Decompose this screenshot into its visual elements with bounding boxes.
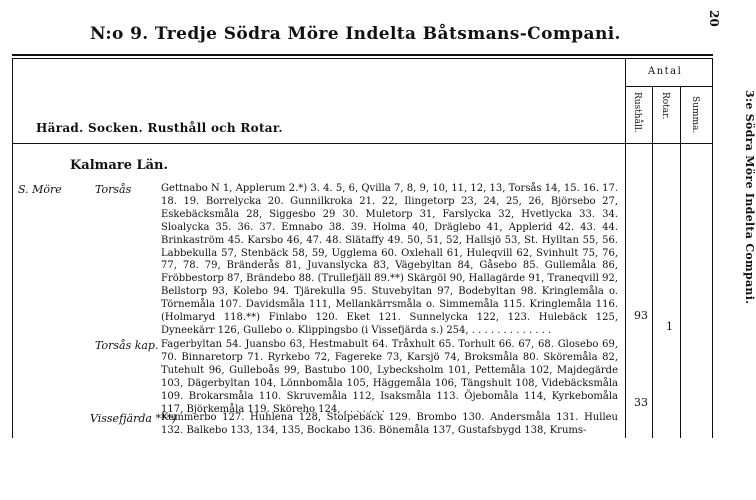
county-heading: Kalmare Län. (70, 158, 169, 173)
column-headers: Härad. Socken. Rusthåll och Rotar. (36, 121, 283, 135)
table-top-rule-thin (12, 58, 713, 59)
column-divider-rusthall (625, 58, 626, 438)
entry-text: Kammerbo 127. Huhlena 128, Stolpebäck 129. Brombo 130. Andersmåla 131. Hulleu 132. Balkebo 133, 134, 135, Bockabo 136. Bönemåla 137, Gustafsbygd 138, Krums- (161, 412, 618, 436)
rotar-column-label: Rotar. (660, 92, 670, 120)
socken-label: Vissefjärda ***) (90, 412, 177, 425)
rusthall-column-label: Rusthåll. (632, 92, 642, 133)
socken-label: Torsås kap. (95, 339, 159, 352)
rusthall-value: 33 (634, 396, 648, 409)
harad-label: S. Möre (18, 183, 62, 196)
rusthall-value: 93 (634, 309, 648, 322)
antal-underline (625, 86, 713, 87)
column-divider-rotar (652, 86, 653, 438)
rotar-value: 1 (666, 320, 673, 333)
page-title: N:o 9. Tredje Södra Möre Indelta Båtsmans-Compani. (90, 24, 621, 44)
entry-text: Fagerbyltan 54. Juansbo 63, Hestmabult 64. Tråxhult 65. Torhult 66. 67, 68. Glosebo 69, 70. Binnaretorp 71. Ryrkebo 72, Fagereke 73, Karsjö 74, Broksmåla 80. Sköremåla 82, Tutehult 96, Gulleboås 99, Bastubo 100, Lybecksholm 101, Pettemåla 102, Majdegärde 103, Dägerbyltan 104, Lönnbomåla 105, Häggemåla 106, Tängshult 108, Videbäcksmåla 109. Brokarsmåla 110. Skruvemåla 112, Isaksmåla 113. Öjebomåla 114, Kyrkebomåla 117, Björkemåla 119. Sköreho 124, . . . . . . . (161, 339, 618, 415)
column-divider-summa (680, 86, 681, 438)
page-number: 20 (707, 10, 721, 27)
table-right-border (712, 58, 713, 438)
table-header-bottom-rule (12, 143, 713, 144)
antal-label: Antal (648, 66, 683, 77)
summa-column-label: Summa. (690, 96, 700, 134)
socken-label: Torsås (95, 183, 132, 196)
table-top-rule (12, 54, 713, 56)
entry-text: Gettnabo N 1, Applerum 2.*) 3. 4. 5, 6, Qvilla 7, 8, 9, 10, 11, 12, 13, Torsås 14, 15. 16. 17. 18. 19. Borrelycka 20. Gunnilkroka 21. 22, Ilingetorp 23, 24, 25, 26, Björsebo 27, Eskebäcksmåla 28, Siggesbo 29 30. Muletorp 31, Farslycka 32, Hvetlycka 33. 34. Sloalycka 35. 36. 37. Emnabo 38. 39. Holma 40, Dräglebo 41, Applerid 42. 43. 44. Brinkaström 45. Karsbo 46, 47. 48. Slätaffy 49. 50, 51, 52, Hallsjö 53, St. Hylltan 55, 56. Labbekulla 57, Stenbäck 58, 59, Ugglema 60. Oxlehall 61, Huleqvill 62, Svinhult 75, 76, 77, 78. 79, Bränderås 81, Juvanslycka 83, Vägebyltan 84, Gåsebo 85. Gullemåla 86, Fröbbestorp 87, Brändebo 88. (Trullefjäll 89.**) Skärgöl 90, Hallagärde 91, Traneqvill 92, Bellstorp 93, Kolebo 94. Tjärekulla 95. Stuvebyltan 97, Bodebyltan 98. Kringlemåla o. Törnemåla 107. Davidsmåla 111, Mellankärrsmåla o. Simmemåla 115. Kringlemåla 116. (Holmaryd 118.**) Finlabo 120. Eket 121. Sunnelycka 122, 123. Hulebäck 125, Dyneekärr 126, Gullebo o. Klippingsbo (i Vissefjärda s.) 254, . . . . . . . . . . . . . (161, 183, 618, 336)
side-title: 3:e Södra Möre Indelta Compani. (743, 90, 756, 305)
table-left-border (12, 58, 13, 438)
